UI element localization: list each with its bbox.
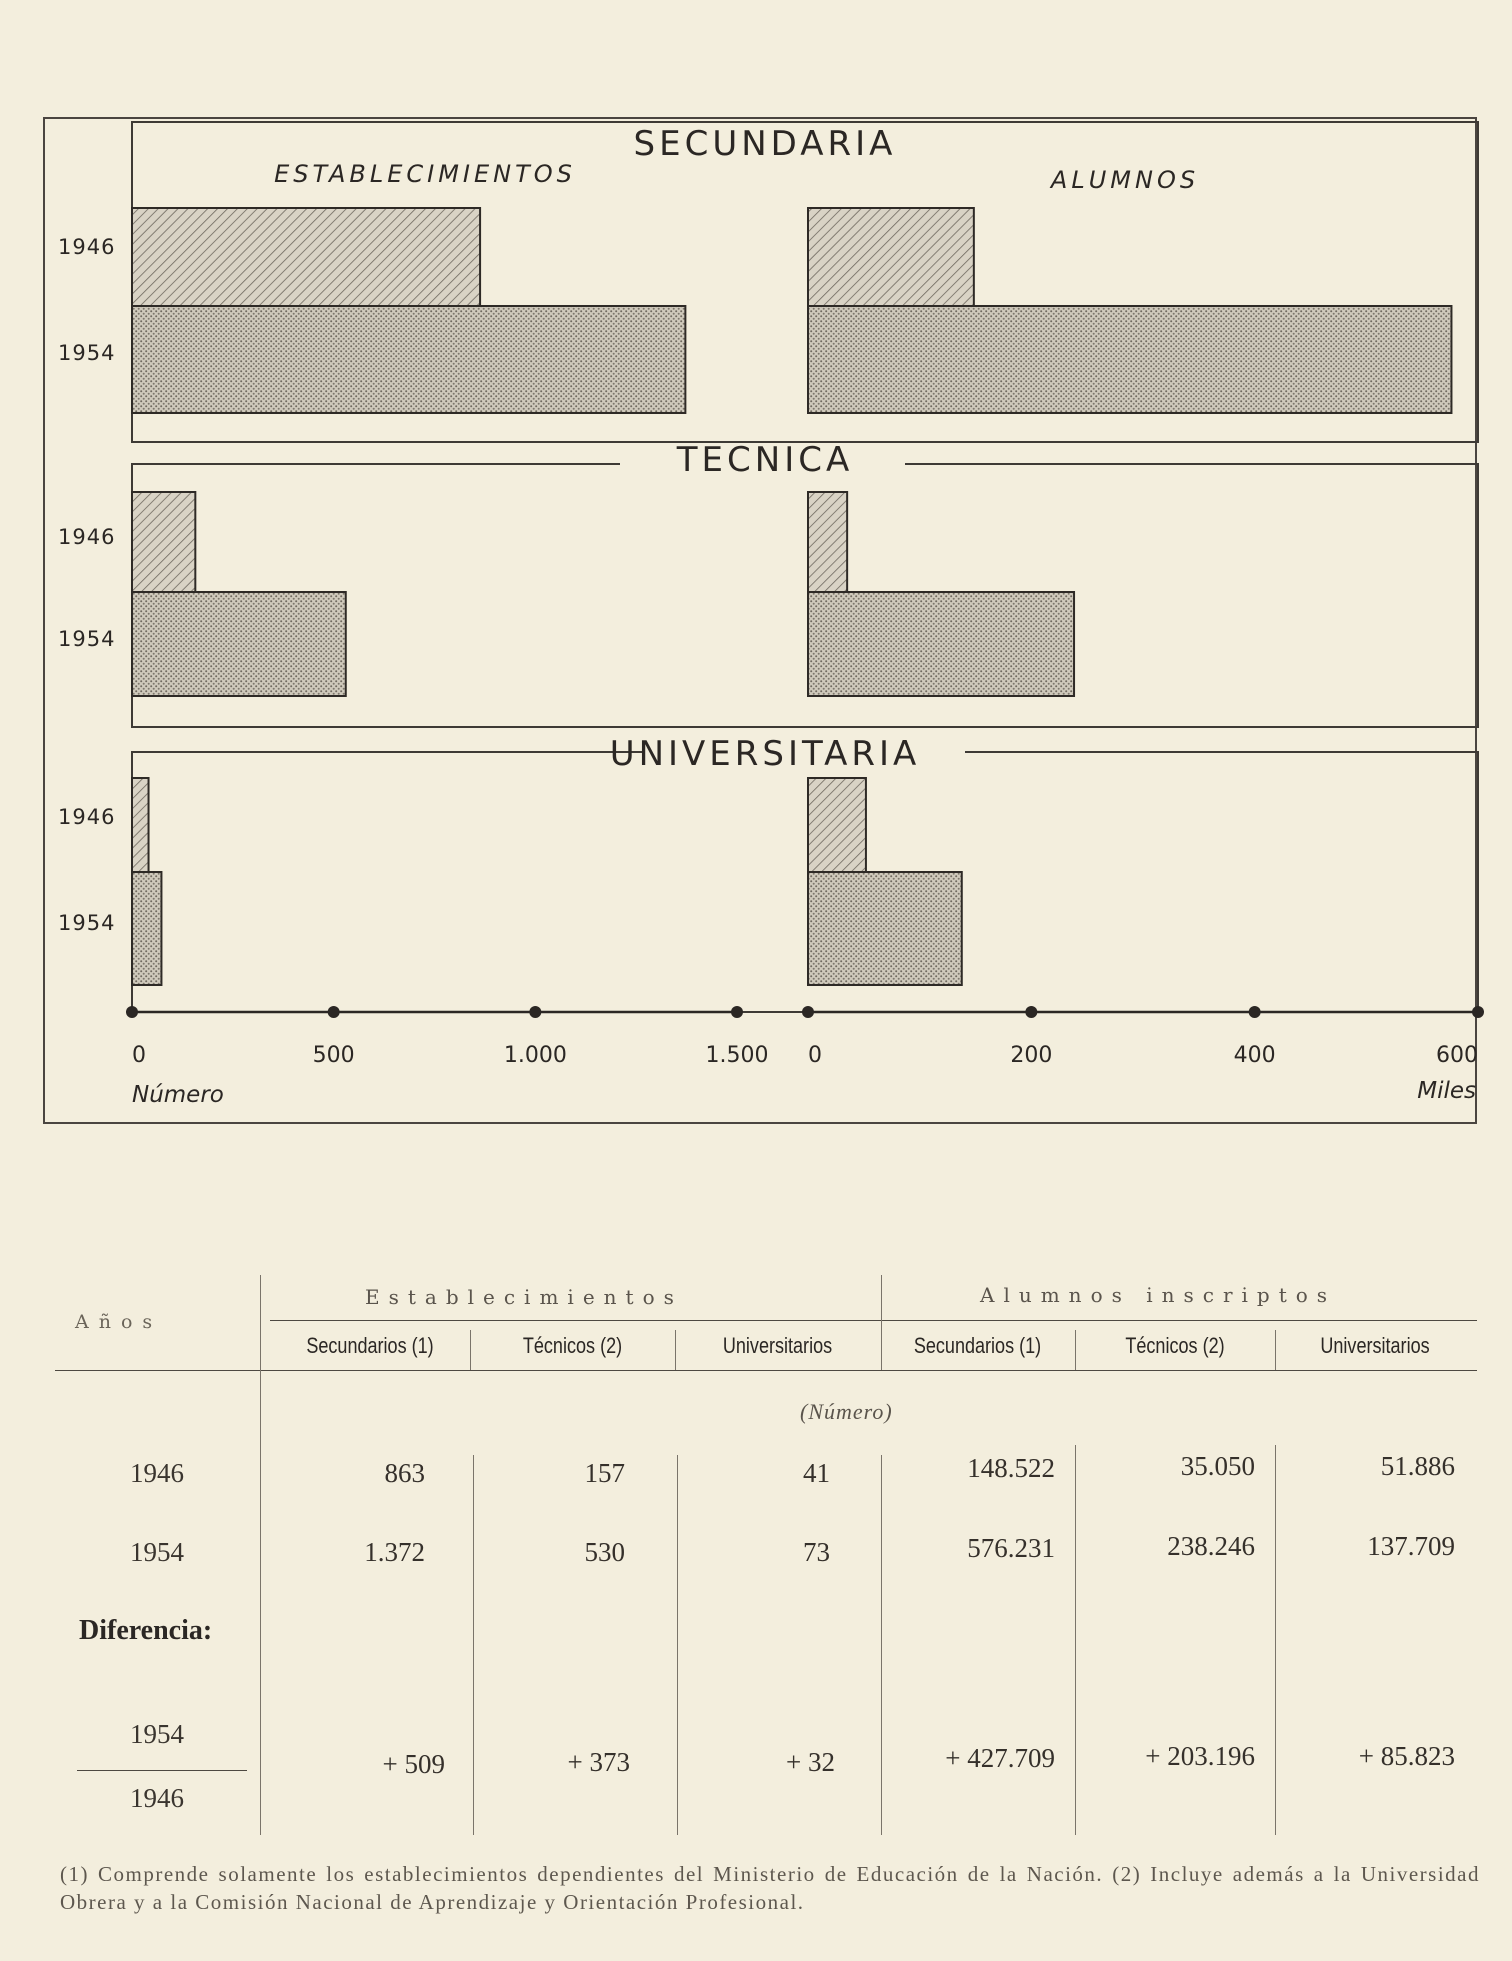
diff-cell: + 32 [786,1747,835,1777]
difference-numerator: 1954 [130,1719,184,1749]
bar-1946 [132,778,149,872]
cell: 238.246 [1167,1531,1255,1561]
col-header-secundarios-est: Secundarios (1) [306,1333,434,1358]
unit-label: (Número) [800,1399,893,1424]
cell: 530 [584,1537,625,1567]
chart-panels [58,122,1478,1012]
right-tick-label: 0 [808,1043,822,1068]
header-divider [260,1275,261,1835]
left-tick-label: 0 [132,1043,146,1068]
bar-1954 [132,592,346,696]
cell: 157 [584,1458,625,1488]
left-tick-label: 1.000 [503,1043,567,1068]
header-group-underline [270,1320,1477,1321]
year-label: 1954 [58,911,116,935]
group-header-establecimientos: Establecimientos [365,1285,683,1309]
bar-1954 [808,872,962,985]
col-divider [470,1330,471,1370]
cell: 148.522 [967,1453,1055,1483]
section-title: TECNICA [676,440,854,480]
header-bottom-rule [55,1370,1477,1371]
body-divider [473,1455,474,1835]
year-label: 1946 [58,235,116,259]
panel-label: ESTABLECIMIENTOS [274,160,576,188]
section-secundaria [58,122,1478,442]
bar-1954 [808,592,1074,696]
cell: 137.709 [1367,1531,1455,1561]
cell: 576.231 [967,1533,1055,1563]
left-axis-tick [328,1006,340,1018]
years-header: Años [75,1311,163,1333]
bar-1946 [132,208,480,306]
cell: 35.050 [1180,1451,1255,1481]
difference-denominator: 1946 [130,1783,184,1813]
bar-1954 [132,306,685,413]
left-axis-tick [529,1006,541,1018]
diff-cell: + 509 [382,1749,445,1779]
col-header-universitarios-alum: Universitarios [1320,1333,1430,1358]
section-title: UNIVERSITARIA [609,734,921,774]
cell: 51.886 [1380,1451,1455,1481]
left-axis-tick [126,1006,138,1018]
year-label: 1954 [58,341,116,365]
year-label: 1946 [58,525,116,549]
left-axis-tick [731,1006,743,1018]
bar-1954 [132,872,161,985]
col-divider [1075,1330,1076,1370]
body-divider [677,1455,678,1835]
statistics-table [55,1275,1477,1835]
col-header-tecnicos-alum: Técnicos (2) [1125,1333,1225,1358]
right-axis-tick [802,1006,814,1018]
right-axis-tick [1472,1006,1484,1018]
right-axis-tick [1249,1006,1261,1018]
difference-label: Diferencia: [79,1615,213,1646]
col-header-tecnicos-est: Técnicos (2) [522,1333,623,1358]
year-label: 1946 [58,805,116,829]
right-tick-label: 600 [1436,1043,1478,1068]
section-tecnica [58,440,1478,727]
row-year-1946: 1946 [130,1458,184,1488]
body-divider [1075,1445,1076,1835]
cell: 1.372 [364,1537,425,1567]
group-header-alumnos: Alumnos inscriptos [980,1283,1337,1307]
diff-cell: + 427.709 [945,1743,1055,1773]
year-label: 1954 [58,627,116,651]
cell: 73 [803,1537,830,1567]
bar-1954 [808,306,1451,413]
bar-1946 [808,492,847,592]
diff-cell: + 373 [567,1747,630,1777]
row-year-1954: 1954 [130,1537,184,1567]
fraction-bar [77,1770,247,1771]
diff-cell: + 203.196 [1145,1741,1255,1771]
right-axis-label: Miles [1417,1078,1476,1104]
col-header-secundarios-alum: Secundarios (1) [913,1333,1042,1358]
chart-axes [126,1006,1484,1108]
left-tick-label: 1.500 [705,1043,769,1068]
section-universitaria [58,734,1478,1012]
section-frame [132,752,1478,1012]
section-title: SECUNDARIA [633,124,897,164]
cell: 41 [803,1458,830,1488]
right-tick-label: 400 [1233,1043,1276,1068]
bar-1946 [808,778,866,872]
right-tick-label: 200 [1010,1043,1053,1068]
left-axis-label: Número [132,1082,224,1108]
bar-1946 [808,208,974,306]
footnote: (1) Comprende solamente los establecimientos dependientes del Ministerio de Educación de la Nación. (2) Incluye además a la Universidad Obrera y a la Comisión Nacional de Aprendizaje y Orientación Profesional. [60,1862,1480,1914]
col-divider [675,1330,676,1370]
right-axis-tick [1025,1006,1037,1018]
left-tick-label: 500 [312,1043,355,1068]
diff-cell: + 85.823 [1358,1741,1455,1771]
col-header-universitarios-est: Universitarios [722,1333,833,1358]
bar-1946 [132,492,195,592]
body-divider [881,1455,882,1835]
panel-label: ALUMNOS [1050,166,1200,194]
body-divider [1275,1445,1276,1835]
cell: 863 [384,1458,425,1488]
group-divider [881,1275,882,1370]
col-divider [1275,1330,1276,1370]
